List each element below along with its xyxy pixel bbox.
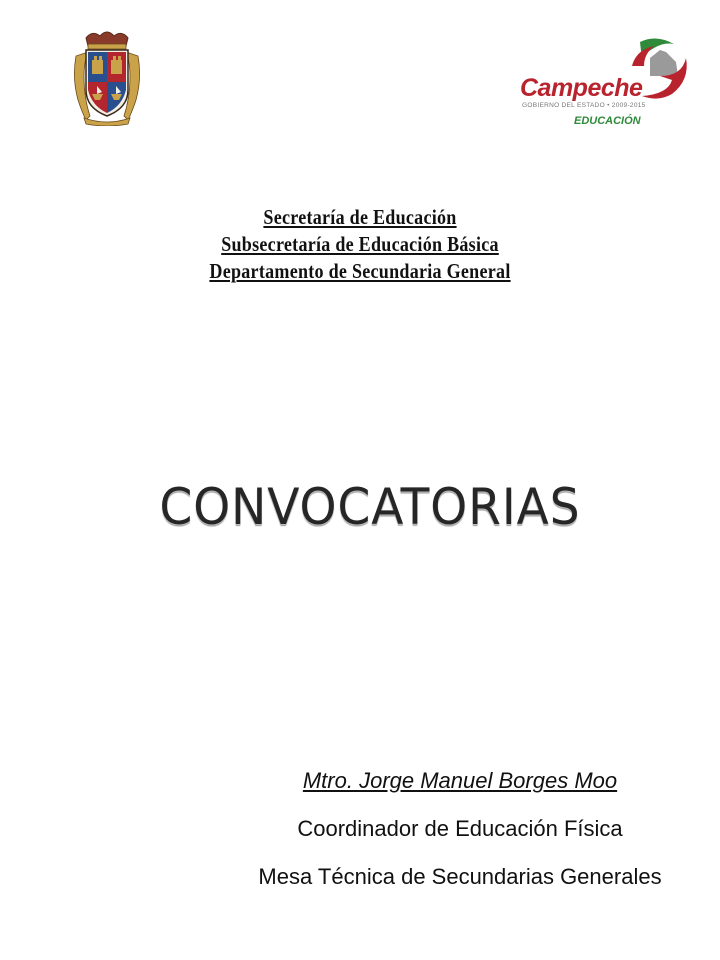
author-department: Mesa Técnica de Secundarias Generales <box>258 864 662 889</box>
author-role: Coordinador de Educación Física <box>297 816 623 841</box>
header-departamento: Departamento de Secundaria General <box>209 259 511 283</box>
institution-header <box>0 204 720 285</box>
header-subsecretaria: Subsecretaría de Educación Básica <box>221 232 499 256</box>
author-name: Mtro. Jorge Manuel Borges Moo <box>302 768 618 793</box>
coat-of-arms-icon <box>72 28 142 126</box>
header-secretaria: Secretaría de Educación <box>263 205 457 229</box>
campeche-wordmark: Campeche <box>520 74 643 102</box>
campeche-logo <box>516 36 691 132</box>
campeche-tagline: EDUCACIÓN <box>574 115 641 127</box>
campeche-subtitle: GOBIERNO DEL ESTADO • 2009-2015 <box>522 102 646 109</box>
author-block <box>230 766 690 892</box>
page-title: CONVOCATORIAS <box>159 478 581 536</box>
